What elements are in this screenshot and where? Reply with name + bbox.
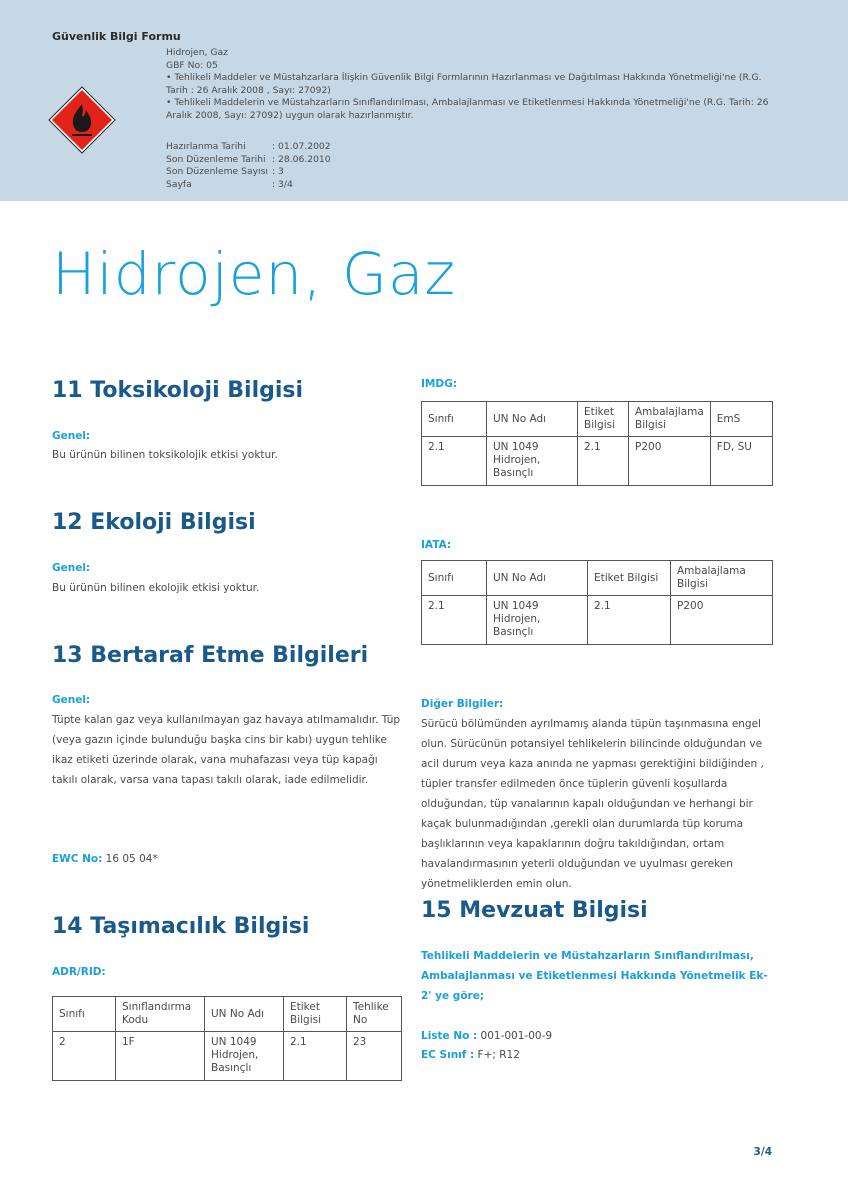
table-header-cell: Sınıfı — [422, 402, 487, 437]
date-label: Hazırlanma Tarihi — [166, 141, 246, 152]
table-cell: 2 — [53, 1032, 116, 1081]
table-cell: 2.1 — [588, 596, 671, 645]
section-15-heading: 15 Mevzuat Bilgisi — [421, 898, 648, 923]
table-header-row — [422, 561, 773, 596]
iata-label: IATA: — [421, 539, 452, 551]
table-cell: P200 — [629, 437, 711, 486]
ewc-label: EWC No: — [52, 853, 103, 865]
table-header-row — [422, 402, 773, 437]
date-list — [166, 141, 331, 191]
table-header-cell: Ambalajlama Bilgisi — [671, 561, 773, 596]
header-band — [0, 0, 848, 201]
product-name: Hidrojen, Gaz — [166, 47, 228, 58]
section-12-heading: 12 Ekoloji Bilgisi — [52, 510, 256, 535]
form-title: Güvenlik Bilgi Formu — [52, 30, 181, 43]
table-cell: 2.1 — [422, 596, 487, 645]
table-header-cell: Tehlike No — [347, 997, 402, 1032]
liste-label: Liste No : — [421, 1030, 478, 1042]
flammable-diamond-icon — [48, 86, 116, 154]
ec-value: F+; R12 — [477, 1049, 520, 1061]
liste-value: 001-001-00-9 — [480, 1030, 553, 1042]
table-header-cell: Sınıfı — [422, 561, 487, 596]
table-header-cell: UN No Adı — [205, 997, 284, 1032]
table-cell: FD, SU — [710, 437, 772, 486]
table-header-cell: UN No Adı — [487, 561, 588, 596]
table-header-cell: Etiket Bilgisi — [284, 997, 347, 1032]
section-11-sub: Genel: — [52, 430, 91, 442]
ec-line — [421, 1045, 520, 1065]
section-13-text: Tüpte kalan gaz veya kullanılmayan gaz havaya atılmamalıdır. Tüp (veya gazın içinde bulunduğu başka cins bir kabı) uygun tehlike ikaz etiketi üzerinde olarak, vana muhafazası veya tüp kapağı takılı olarak, varsa vana tapası takılı olarak, iade edilmelidir. — [52, 714, 401, 786]
page-title: Hidrojen, Gaz — [52, 240, 456, 308]
table-cell: 23 — [347, 1032, 402, 1081]
table-cell: 1F — [116, 1032, 205, 1081]
table-header-cell: Etiket Bilgisi — [578, 402, 629, 437]
section-12-sub: Genel: — [52, 562, 91, 574]
table-header-cell: EmS — [710, 402, 772, 437]
page-number: 3/4 — [753, 1146, 772, 1158]
table-row — [422, 596, 773, 645]
iata-table — [421, 560, 773, 645]
table-cell: UN 1049 Hidrojen, Basınçlı — [487, 596, 588, 645]
adr-table — [52, 996, 402, 1081]
other-info-label: Diğer Bilgiler: — [421, 698, 504, 710]
date-value: : 3/4 — [272, 178, 293, 190]
section-14-heading: 14 Taşımacılık Bilgisi — [52, 914, 310, 939]
date-label: Son Düzenleme Sayısı — [166, 166, 268, 178]
date-value: : 3 — [272, 166, 284, 178]
table-row — [53, 1032, 402, 1081]
table-cell: UN 1049 Hidrojen, Basınçlı — [487, 437, 578, 486]
table-cell: 2.1 — [578, 437, 629, 486]
ewc-line — [52, 849, 158, 869]
table-row — [422, 437, 773, 486]
adr-label: ADR/RID: — [52, 966, 106, 978]
section-13-sub: Genel: — [52, 694, 91, 706]
table-cell: UN 1049 Hidrojen, Basınçlı — [205, 1032, 284, 1081]
imdg-table — [421, 401, 773, 486]
table-header-cell: Sınıfı — [53, 997, 116, 1032]
date-value: : 01.07.2002 — [272, 141, 331, 152]
section-13-heading: 13 Bertaraf Etme Bilgileri — [52, 643, 369, 668]
header-meta — [166, 47, 786, 123]
date-label: Sayfa — [166, 178, 192, 190]
other-info-text: Sürücü bölümünden ayrılmamış alanda tüpün taşınmasına engel olun. Sürücünün potansiyel tehlikelerin bilincinde olduğundan ve acil durum veya kaza anında ne yapması gerektiğini bildiğinden , tüpler transfer edilmeden önce tüplerin güvenli koşullarda olduğundan, tüp vanalarının kapalı olduğundan ve herhangi bir kaçak bulunmadığından ,gerekli olan durumlarda tüp koruma başlıklarının veya kapaklarının doğru takıldığından, ortam havalandırmasının yeterli olduğundan ve uyulması gereken yönetmeliklerden emin olun. — [421, 718, 764, 890]
table-header-cell: Etiket Bilgisi — [588, 561, 671, 596]
section-11-text: Bu ürünün bilinen toksikolojik etkisi yoktur. — [52, 449, 278, 461]
date-row — [166, 154, 331, 167]
table-header-cell: Sınıflandırma Kodu — [116, 997, 205, 1032]
table-header-row — [53, 997, 402, 1032]
ec-label: EC Sınıf : — [421, 1049, 475, 1061]
date-row — [166, 166, 331, 179]
date-value: : 28.06.2010 — [272, 153, 331, 165]
table-header-cell: Ambalajlama Bilgisi — [629, 402, 711, 437]
date-row — [166, 179, 331, 192]
regulation-1: • Tehlikeli Maddeler ve Müstahzarlara İlişkin Güvenlik Bilgi Formlarının Hazırlanması ve Dağıtılması Hakkında Yönetmeliği'ne (R.G. Tarih : 26 Aralık 2008 , Sayı: 27092) — [166, 72, 762, 96]
date-row — [166, 141, 331, 154]
gbf-number: GBF No: 05 — [166, 59, 218, 71]
section-12-text: Bu ürünün bilinen ekolojik etkisi yoktur. — [52, 582, 260, 594]
table-cell: 2.1 — [284, 1032, 347, 1081]
date-label: Son Düzenleme Tarihi — [166, 153, 266, 165]
liste-line — [421, 1026, 552, 1046]
table-header-cell: UN No Adı — [487, 402, 578, 437]
regulation-2: • Tehlikeli Maddelerin ve Müstahzarların Sınıflandırılması, Ambalajlanması ve Etiketlenmesi Hakkında Yönetmeliği'ne (R.G. Tarih: 26 Aralık 2008, Sayı: 27092) uygun olarak hazırlanmıştır. — [166, 97, 769, 121]
section-11-heading: 11 Toksikoloji Bilgisi — [52, 378, 304, 403]
table-cell: 2.1 — [422, 437, 487, 486]
ewc-value: 16 05 04* — [105, 853, 158, 865]
imdg-label: IMDG: — [421, 378, 457, 390]
section-15-regulation: Tehlikeli Maddelerin ve Müstahzarların Sınıflandırılması, Ambalajlanması ve Etiketlenmesi Hakkında Yönetmelik Ek-2' ye göre; — [421, 950, 768, 1002]
table-cell: P200 — [671, 596, 773, 645]
